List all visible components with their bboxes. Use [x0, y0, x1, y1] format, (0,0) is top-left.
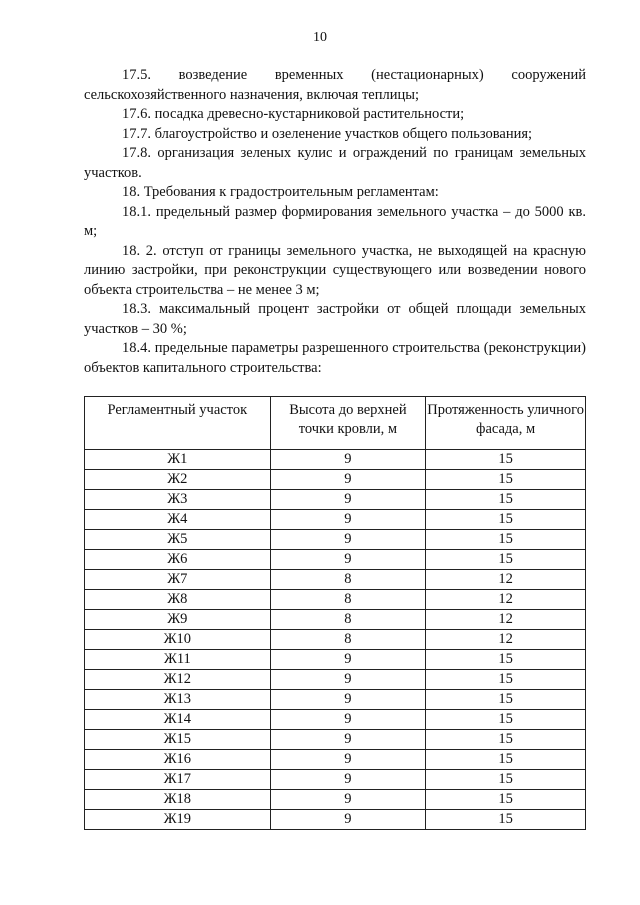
table-row [85, 650, 586, 670]
paragraph-17-7: 17.7. благоустройство и озеленение участков общего пользования; [122, 125, 533, 142]
document-body [84, 66, 586, 378]
cell-facade: 15 [426, 710, 586, 730]
table-row [85, 710, 586, 730]
paragraph-18-1: 18.1. предельный размер формирования земельного участка – до 5000 кв. м; [84, 203, 586, 239]
cell-plot: Ж9 [85, 610, 271, 630]
table-row [85, 490, 586, 510]
cell-facade: 15 [426, 790, 586, 810]
table-row [85, 510, 586, 530]
cell-plot: Ж1 [85, 450, 271, 470]
table-row [85, 530, 586, 550]
cell-height: 9 [270, 750, 426, 770]
table-row [85, 450, 586, 470]
cell-facade: 15 [426, 810, 586, 830]
cell-facade: 12 [426, 590, 586, 610]
cell-plot: Ж18 [85, 790, 271, 810]
header-plot: Регламентный участок [85, 397, 271, 450]
cell-facade: 12 [426, 630, 586, 650]
cell-facade: 15 [426, 650, 586, 670]
cell-height: 9 [270, 510, 426, 530]
cell-facade: 15 [426, 530, 586, 550]
cell-height: 9 [270, 730, 426, 750]
paragraph-17-6: 17.6. посадка древесно-кустарниковой растительности; [122, 106, 465, 122]
cell-plot: Ж10 [85, 630, 271, 650]
table-row [85, 810, 586, 830]
cell-height: 9 [270, 470, 426, 490]
cell-facade: 15 [426, 730, 586, 750]
paragraph-18-2: 18. 2. отступ от границы земельного участка, не выходящей на красную линию застройки, при реконструкции существующего или возведении нового объекта строительства – не менее 3 м; [84, 242, 586, 298]
cell-height: 8 [270, 570, 426, 590]
cell-facade: 15 [426, 670, 586, 690]
table-row [85, 570, 586, 590]
cell-facade: 15 [426, 750, 586, 770]
table-row [85, 590, 586, 610]
cell-height: 9 [270, 690, 426, 710]
cell-height: 9 [270, 490, 426, 510]
paragraph-18-4: 18.4. предельные параметры разрешенного строительства (реконструкции) объектов капитального строительства: [84, 340, 586, 376]
cell-facade: 15 [426, 770, 586, 790]
cell-plot: Ж16 [85, 750, 271, 770]
cell-height: 9 [270, 770, 426, 790]
cell-height: 9 [270, 450, 426, 470]
cell-height: 8 [270, 630, 426, 650]
cell-facade: 15 [426, 510, 586, 530]
table-row [85, 470, 586, 490]
cell-height: 8 [270, 590, 426, 610]
cell-height: 9 [270, 550, 426, 570]
cell-plot: Ж19 [85, 810, 271, 830]
cell-height: 9 [270, 650, 426, 670]
regulation-table [84, 396, 586, 830]
table-row [85, 730, 586, 750]
table-header-row [85, 397, 586, 450]
table-row [85, 690, 586, 710]
cell-height: 9 [270, 810, 426, 830]
cell-plot: Ж6 [85, 550, 271, 570]
cell-plot: Ж5 [85, 530, 271, 550]
cell-facade: 12 [426, 570, 586, 590]
table-row [85, 790, 586, 810]
cell-facade: 15 [426, 690, 586, 710]
header-facade: Протяженность уличного фасада, м [426, 397, 586, 450]
cell-plot: Ж12 [85, 670, 271, 690]
cell-plot: Ж8 [85, 590, 271, 610]
cell-facade: 12 [426, 610, 586, 630]
paragraph-18: 18. Требования к градостроительным регламентам: [122, 184, 439, 200]
cell-plot: Ж17 [85, 770, 271, 790]
cell-plot: Ж15 [85, 730, 271, 750]
cell-height: 8 [270, 610, 426, 630]
cell-plot: Ж11 [85, 650, 271, 670]
cell-plot: Ж2 [85, 470, 271, 490]
cell-height: 9 [270, 530, 426, 550]
table-row [85, 610, 586, 630]
cell-plot: Ж7 [85, 570, 271, 590]
cell-height: 9 [270, 710, 426, 730]
paragraph-17-5: 17.5. возведение временных (нестационарных) сооружений сельскохозяйственного назначения, включая теплицы; [84, 67, 586, 103]
header-height: Высота до верхней точки кровли, м [270, 397, 426, 450]
table-row [85, 550, 586, 570]
paragraph-18-3: 18.3. максимальный процент застройки от общей площади земельных участков – 30 %; [84, 301, 586, 337]
page-number: 10 [313, 30, 327, 45]
table-row [85, 750, 586, 770]
paragraph-17-8: 17.8. организация зеленых кулис и ограждений по границам земельных участков. [84, 145, 586, 181]
cell-plot: Ж14 [85, 710, 271, 730]
cell-plot: Ж13 [85, 690, 271, 710]
cell-facade: 15 [426, 550, 586, 570]
cell-facade: 15 [426, 450, 586, 470]
cell-height: 9 [270, 670, 426, 690]
table-body [85, 450, 586, 830]
table-row [85, 770, 586, 790]
cell-facade: 15 [426, 490, 586, 510]
table-row [85, 630, 586, 650]
cell-height: 9 [270, 790, 426, 810]
cell-plot: Ж3 [85, 490, 271, 510]
cell-facade: 15 [426, 470, 586, 490]
table-row [85, 670, 586, 690]
cell-plot: Ж4 [85, 510, 271, 530]
